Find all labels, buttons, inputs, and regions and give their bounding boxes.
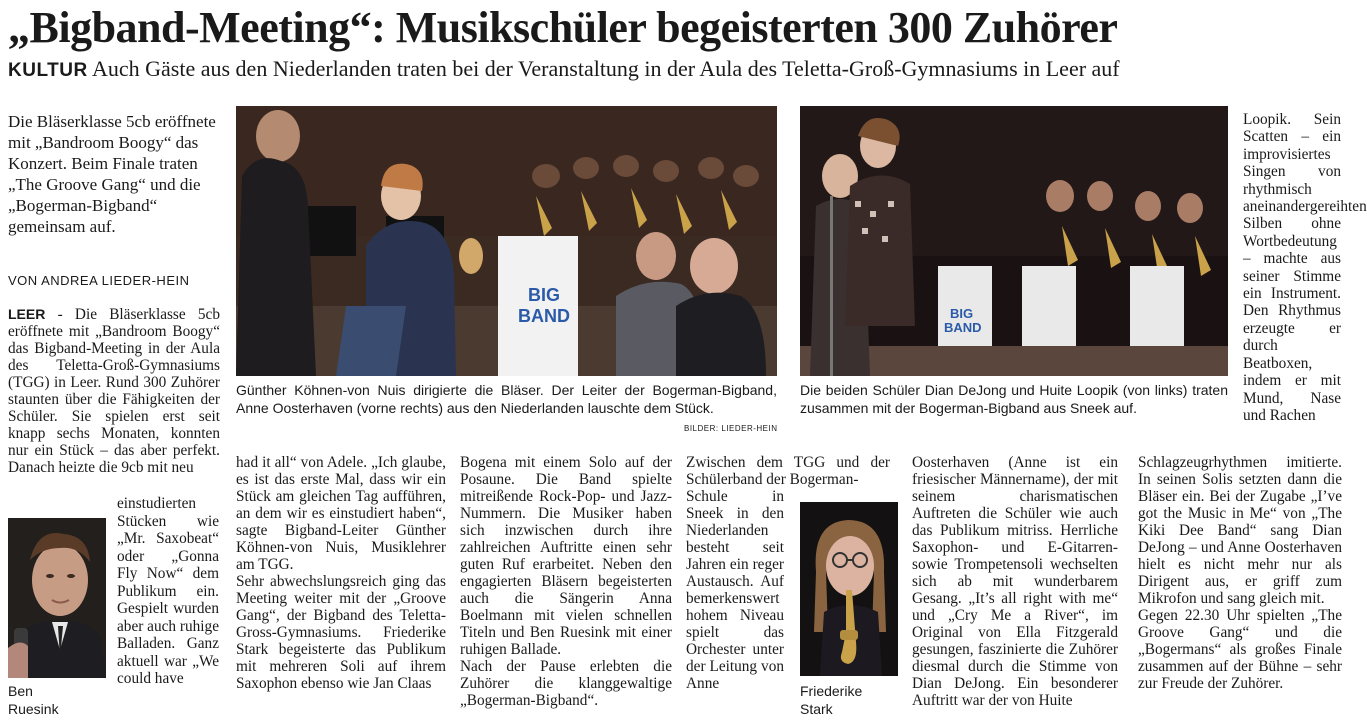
portrait-name-line: Stark bbox=[800, 701, 833, 717]
portrait-image bbox=[800, 502, 898, 676]
bigband-sign-text: BIG bbox=[950, 306, 974, 321]
subheadline bbox=[8, 56, 1120, 82]
byline: VON ANDREA LIEDER-HEIN bbox=[8, 273, 190, 288]
photo-bigband-conductor bbox=[236, 106, 777, 376]
dateline: LEER bbox=[8, 306, 46, 322]
body-column-4-top: Zwischen dem TGG und der Schülerband der Bogerman- bbox=[686, 454, 890, 488]
body-column-1-bottom: einstudierten Stücken wie „Mr. Saxobeat“ oder „Gonna Fly Now“ dem Publikum ein. Gespielt wurden aber auch ruhige Balladen. Ganz aktuell war „We could have bbox=[117, 495, 219, 687]
photo-image bbox=[236, 106, 777, 376]
portrait-name-line: Friederike bbox=[800, 683, 863, 699]
bigband-sign-text: BAND bbox=[518, 306, 570, 326]
body-column-1-top bbox=[8, 306, 220, 476]
body-text: - Die Bläserklasse 5cb eröffnete mit „Bandroom Boogy“ das Bigband-Meeting in der Aula des Teletta-Groß-Gymnasiums (TGG) in Leer. Rund 300 Zuhörer staunten über die Fähigkeiten der Schüler. Sie spielen erst seit knapp sechs Monaten, konnten nur ein Stück – das aber perfekt. Danach heizte die 9cb mit neu bbox=[8, 306, 220, 476]
photo-caption-left: Günther Köhnen-von Nuis dirigierte die Bläser. Der Leiter der Bogerman-Bigband, Anne Oosterhaven (vorne rechts) aus den Niederlanden lauschte dem Stück. bbox=[236, 382, 777, 416]
portrait-ben-caption bbox=[8, 682, 59, 718]
body-column-2: had it all“ von Adele. „Ich glaube, es ist das erste Mal, dass wir ein Stück am gleichen Tag aufführen, an dem wir es einstudiert haben“, sagte Bigband-Leiter Günther Köhnen-von Nuis, Musiklehrer am TGG. Sehr abwechslungsreich ging das Meeting weiter mit der „Groove Gang“, der Bigband des Teletta-Gross-Gymnasiums. Friederike Stark begeisterte das Publikum mit mehreren Soli auf ihrem Saxophon ebenso wie Jan Claas bbox=[236, 454, 446, 692]
body-column-6-top: Loopik. Sein Scatten – ein improvisiertes Singen von rhythmisch aneinandergereihten Silben ohne Wortbedeutung – machte aus seiner Stimme ein Instrument. Den Rhythmus erzeugte er durch Beatboxen, indem er mit Mund, Nase und Rachen bbox=[1243, 111, 1367, 424]
subheadline-text: Auch Gäste aus den Niederlanden traten bei der Veranstaltung in der Aula des Teletta-Groß-Gymnasiums in Leer auf bbox=[91, 56, 1120, 81]
portrait-ben-ruesink bbox=[8, 518, 106, 678]
photo-credit: BILDER: LIEDER-HEIN bbox=[684, 424, 778, 433]
photo-caption-right: Die beiden Schüler Dian DeJong und Huite Loopik (von links) traten zusammen mit der Bogerman-Bigband aus Sneek auf. bbox=[800, 382, 1228, 416]
lead-paragraph: Die Bläserklasse 5cb eröffnete mit „Bandroom Boogy“ das Konzert. Beim Finale traten „The Groove Gang“ und die „Bogerman-Bigband“ gemeinsam auf. bbox=[8, 112, 216, 236]
portrait-friederike-caption bbox=[800, 682, 862, 718]
body-column-6-bottom: Schlagzeugrhythmen imitierte. In seinen Solis setzten dann die Bläser ein. Bei der Zugabe „I’ve got the Music in Me“ von „The Kiki Dee Band“ sang Dian DeJong – und Anne Oosterhaven hielt es nicht mehr nur als Dirigent aus, er griff zum Mikrofon und sang gleich mit. Gegen 22.30 Uhr spielten „The Groove Gang“ und die „Bogermans“ als großes Finale zusammen auf der Bühne – sehr zur Freude der Zuhörer. bbox=[1138, 454, 1342, 692]
portrait-image bbox=[8, 518, 106, 678]
body-column-5: Oosterhaven (Anne ist ein friesischer Männername), der mit seinem charismatischen Auftreten die Schüler wie auch das Publikum mitriss. Herrliche Saxophon- und E-Gitarren- sowie Trompetensoli wechselten sich ab mit wunderbarem Gesang. „It’s all right with me“ und „Cry Me a River“, im Original von Ella Fitzgerald gesungen, faszinierte die Zuhörer diesmal durch die Stimme von Dian DeJong. Ein besonderer Auftritt war der von Huite bbox=[912, 454, 1118, 709]
portrait-friederike-stark bbox=[800, 502, 898, 676]
photo-image bbox=[800, 106, 1228, 376]
body-column-3: Bogena mit einem Solo auf der Posaune. Die Band spielte mitreißende Rock-Pop- und Jazz-Nummern. Die Musiker haben sich inzwischen durch ihre zahlreichen Auftritte einen sehr guten Ruf erarbeitet. Neben den engagierten Bläsern begeisterten auch die Sängerin Anna Boelmann mit vielen schnellen Titeln und Ben Ruesink mit einer ruhigen Ballade. Nach der Pause erlebten die Zuhörer die klanggewaltige „Bogerman-Bigband“. bbox=[460, 454, 672, 709]
headline: „Bigband-Meeting“: Musikschüler begeisterten 300 Zuhörer bbox=[8, 3, 1118, 52]
section-kicker: KULTUR bbox=[8, 60, 88, 81]
bigband-sign-text: BAND bbox=[944, 320, 982, 335]
photo-singers-stage bbox=[800, 106, 1228, 376]
bigband-sign-text: BIG bbox=[528, 285, 561, 305]
portrait-name-line: Ben bbox=[8, 683, 33, 699]
body-column-4-bottom: Schule in Sneek in den Niederlanden besteht seit Jahren ein reger Austausch. Auf bemerkenswert hohem Niveau spielt das Orchester unter der Leitung von Anne bbox=[686, 488, 784, 692]
portrait-name-line: Ruesink bbox=[8, 701, 59, 717]
